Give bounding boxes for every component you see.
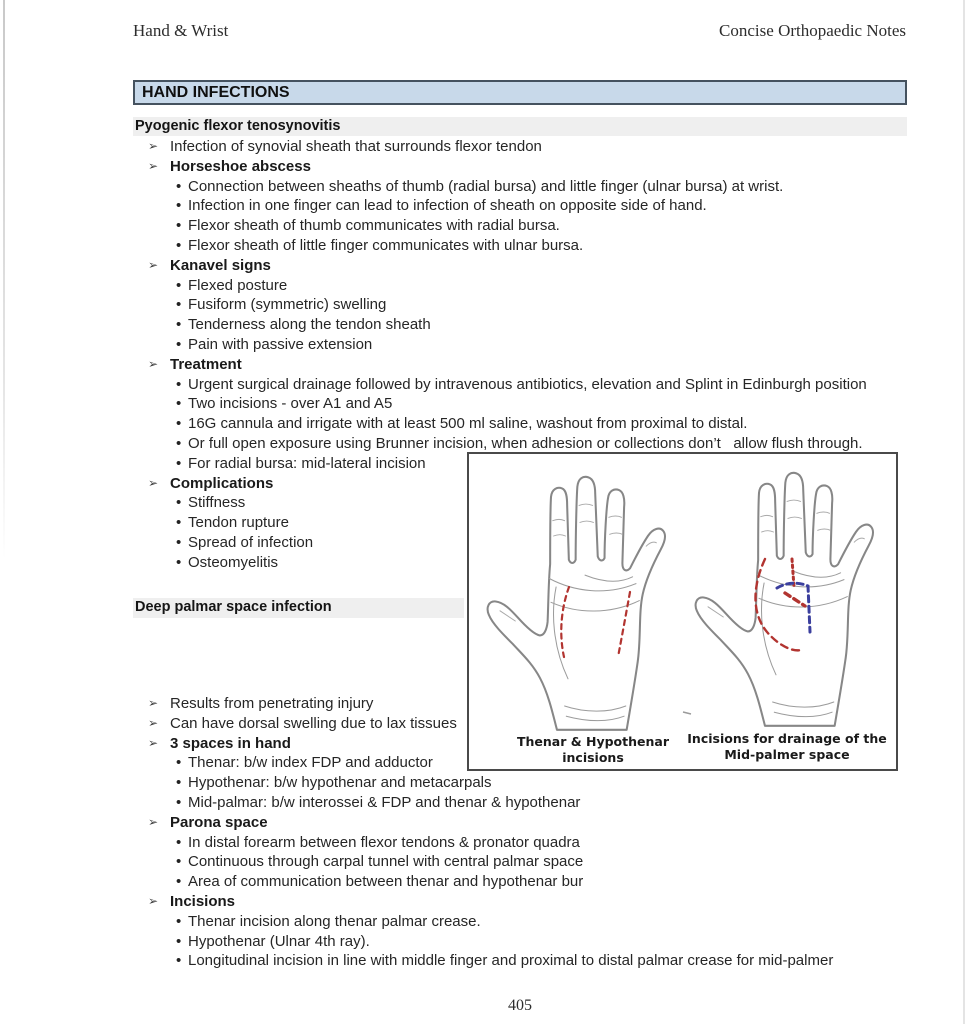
list-item-bullet xyxy=(133,196,867,216)
section-heading-pyogenic: Pyogenic flexor tenosynovitis xyxy=(133,117,907,136)
list-item-text: Continuous through carpal tunnel with central palmar space xyxy=(188,853,584,871)
left-hand-drawing xyxy=(488,477,665,730)
bullet-marker-icon: • xyxy=(176,434,182,452)
list-item-text: Thenar: b/w index FDP and adductor xyxy=(188,754,433,772)
list-item-bullet xyxy=(133,335,867,355)
list-item-text: Parona space xyxy=(170,813,268,831)
arrow-marker-icon: ➢ xyxy=(148,356,159,371)
running-header-right: Concise Orthopaedic Notes xyxy=(719,21,906,40)
arrow-marker-icon: ➢ xyxy=(148,814,159,829)
list-item-text: Thenar incision along thenar palmar crease. xyxy=(188,912,481,930)
list-item-text: Osteomyelitis xyxy=(188,553,279,571)
arrow-marker-icon: ➢ xyxy=(148,893,159,908)
figure-caption-left-line1: Thenar & Hypothenar xyxy=(516,734,669,749)
list-item-arrow xyxy=(133,137,867,157)
bullet-marker-icon: • xyxy=(176,395,182,413)
list-item-text: Horseshoe abscess xyxy=(170,157,311,175)
section-heading-deep-palmar: Deep palmar space infection xyxy=(133,598,464,618)
list-item-text: Flexed posture xyxy=(188,276,288,294)
right-hand-drawing xyxy=(696,473,873,726)
list-item-bullet xyxy=(133,773,833,793)
list-item-text: Kanavel signs xyxy=(170,256,271,274)
list-item-text: Treatment xyxy=(170,355,242,373)
list-item-bullet xyxy=(133,236,867,256)
list-item-text: Flexor sheath of thumb communicates with radial bursa. xyxy=(188,217,560,235)
bullet-marker-icon: • xyxy=(176,177,182,195)
page-left-edge xyxy=(3,0,5,560)
hands-illustration xyxy=(469,454,896,769)
list-item-bullet xyxy=(133,276,867,296)
running-header-left: Hand & Wrist xyxy=(133,21,229,40)
list-item-bullet xyxy=(133,852,833,872)
list-item-arrow xyxy=(133,157,867,177)
chapter-title-banner xyxy=(133,80,907,105)
list-item-text: Hypothenar: b/w hypothenar and metacarpals xyxy=(188,774,492,792)
list-item-text: Longitudinal incision in line with middle finger and proximal to distal palmar crease for mid-palmer xyxy=(188,952,834,970)
bullet-marker-icon: • xyxy=(176,197,182,215)
list-item-arrow xyxy=(133,813,833,833)
list-item-text: Connection between sheaths of thumb (radial bursa) and little finger (ulnar bursa) at wrist. xyxy=(188,177,784,195)
bullet-marker-icon: • xyxy=(176,335,182,353)
list-item-text: Urgent surgical drainage followed by intravenous antibiotics, elevation and Splint in Edinburgh position xyxy=(188,375,867,393)
bullet-marker-icon: • xyxy=(176,217,182,235)
bullet-marker-icon: • xyxy=(176,793,182,811)
bullet-marker-icon: • xyxy=(176,774,182,792)
list-item-bullet xyxy=(133,216,867,236)
figure-caption-left xyxy=(505,734,681,765)
bullet-marker-icon: • xyxy=(176,754,182,772)
list-item-text: In distal forearm between flexor tendons & pronator quadra xyxy=(188,833,580,851)
list-item-text: Tenderness along the tendon sheath xyxy=(188,316,431,334)
list-item-bullet xyxy=(133,793,833,813)
hand-incisions-figure xyxy=(467,452,898,771)
list-item-bullet xyxy=(133,414,867,434)
bullet-marker-icon: • xyxy=(176,553,182,571)
list-item-text: Hypothenar (Ulnar 4th ray). xyxy=(188,932,370,950)
list-item-text: Spread of infection xyxy=(188,533,314,551)
figure-caption-left-line2: incisions xyxy=(562,749,624,765)
list-item-text: 3 spaces in hand xyxy=(170,734,291,752)
bullet-marker-icon: • xyxy=(176,296,182,314)
list-item-text: Complications xyxy=(170,474,274,492)
bullet-marker-icon: • xyxy=(176,236,182,254)
bullet-marker-icon: • xyxy=(176,415,182,433)
list-item-text: Two incisions - over A1 and A5 xyxy=(188,395,393,413)
between-hands-mark xyxy=(683,712,691,714)
list-item-bullet xyxy=(133,375,867,395)
arrow-marker-icon: ➢ xyxy=(148,715,159,730)
list-item-arrow xyxy=(133,256,867,276)
list-item-text: Stiffness xyxy=(188,494,246,512)
list-item-arrow xyxy=(133,892,833,912)
bullet-marker-icon: • xyxy=(176,873,182,891)
list-item-text: Area of communication between thenar and hypothenar bur xyxy=(188,873,584,891)
list-item-text: Infection in one finger can lead to infection of sheath on opposite side of hand. xyxy=(188,197,707,215)
bullet-marker-icon: • xyxy=(176,533,182,551)
list-item-bullet xyxy=(133,872,833,892)
bullet-marker-icon: • xyxy=(176,316,182,334)
list-item-text: Or full open exposure using Brunner incision, when adhesion or collections don’t allow flush through. xyxy=(188,434,863,452)
list-item-text: Pain with passive extension xyxy=(188,335,373,353)
list-item-bullet xyxy=(133,394,867,414)
list-item-text: Can have dorsal swelling due to lax tissues xyxy=(170,714,457,732)
arrow-marker-icon: ➢ xyxy=(148,475,159,490)
page-right-edge xyxy=(963,0,965,1024)
list-item-arrow xyxy=(133,355,867,375)
bullet-marker-icon: • xyxy=(176,276,182,294)
bullet-marker-icon: • xyxy=(176,514,182,532)
list-item-text: Results from penetrating injury xyxy=(170,695,374,712)
chapter-title-text: HAND INFECTIONS xyxy=(142,83,290,101)
arrow-marker-icon: ➢ xyxy=(148,696,159,710)
bullet-marker-icon: • xyxy=(176,853,182,871)
list-item-text: Flexor sheath of little finger communicates with ulnar bursa. xyxy=(188,236,584,254)
list-item-text: Incisions xyxy=(170,892,236,910)
arrow-marker-icon: ➢ xyxy=(148,158,159,173)
bullet-marker-icon: • xyxy=(176,375,182,393)
list-item-bullet xyxy=(133,434,867,454)
bullet-marker-icon: • xyxy=(176,454,182,472)
list-item-text: Tendon rupture xyxy=(188,514,289,532)
bullet-marker-icon: • xyxy=(176,932,182,950)
list-item-bullet xyxy=(133,295,867,315)
figure-caption-right xyxy=(685,731,889,762)
list-item-text: Infection of synovial sheath that surrounds flexor tendon xyxy=(170,138,542,155)
arrow-marker-icon: ➢ xyxy=(148,139,159,153)
bullet-marker-icon: • xyxy=(176,833,182,851)
bullet-marker-icon: • xyxy=(176,952,182,970)
list-item-bullet xyxy=(133,315,867,335)
arrow-marker-icon: ➢ xyxy=(148,735,159,750)
bullet-marker-icon: • xyxy=(176,912,182,930)
list-item-bullet xyxy=(133,951,833,971)
list-item-text: 16G cannula and irrigate with at least 500 ml saline, washout from proximal to distal. xyxy=(188,415,748,433)
list-item-text: For radial bursa: mid-lateral incision xyxy=(188,454,426,472)
list-item-bullet xyxy=(133,932,833,952)
list-item-text: Fusiform (symmetric) swelling xyxy=(188,296,387,314)
arrow-marker-icon: ➢ xyxy=(148,257,159,272)
bullet-marker-icon: • xyxy=(176,494,182,512)
list-item-bullet xyxy=(133,177,867,197)
list-item-bullet xyxy=(133,833,833,853)
page-number: 405 xyxy=(508,997,532,1014)
list-item-bullet xyxy=(133,912,833,932)
list-item-text: Mid-palmar: b/w interossei & FDP and thenar & hypothenar xyxy=(188,793,581,811)
figure-caption-right-line2: Mid-palmer space xyxy=(724,746,850,762)
figure-caption-right-line1: Incisions for drainage of the xyxy=(687,731,887,746)
